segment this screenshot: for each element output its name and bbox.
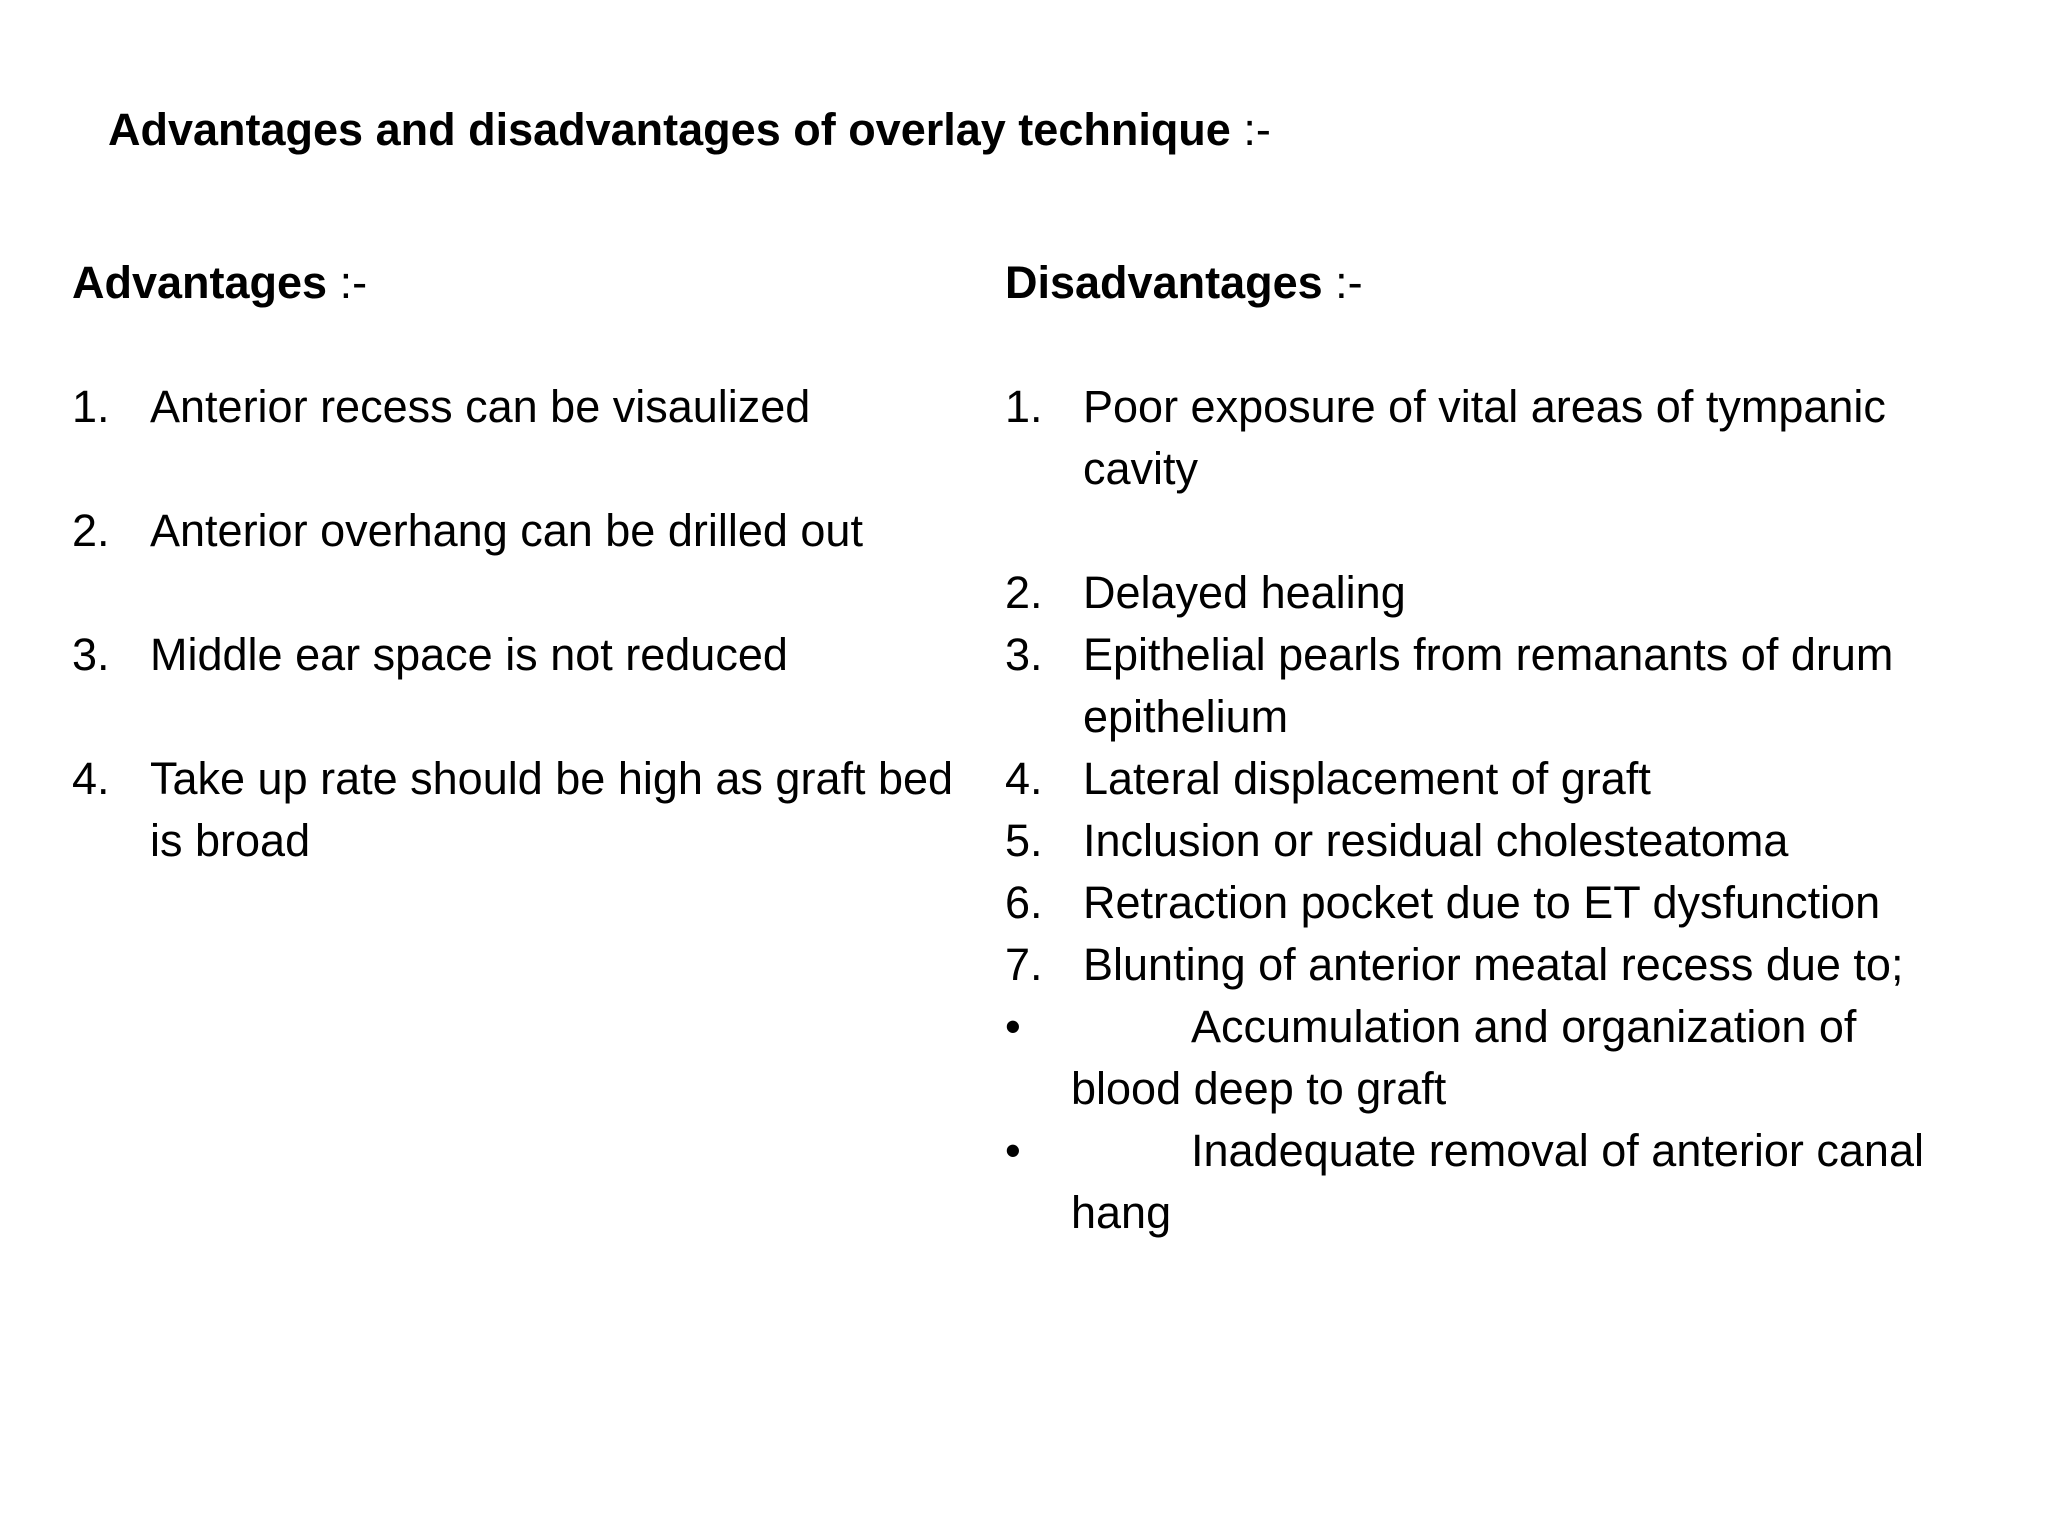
list-item-text: Anterior recess can be visaulized <box>150 381 811 432</box>
list-item <box>1005 748 1995 810</box>
list-item-number: 3. <box>1005 629 1043 680</box>
list-item-text: Epithelial pearls from remanants of drum epithelium <box>1083 629 1894 742</box>
list-item-text: Inclusion or residual cholesteatoma <box>1083 815 1789 866</box>
list-item <box>1005 872 1995 934</box>
list-item-text: Lateral displacement of graft <box>1083 753 1651 804</box>
advantages-heading <box>72 252 952 314</box>
list-item <box>72 748 970 872</box>
advantages-heading-label: Advantages <box>72 257 328 308</box>
slide-title <box>108 96 1271 164</box>
list-item-text: Take up rate should be high as graft bed is broad <box>150 753 954 866</box>
list-item <box>72 376 952 438</box>
bullet-text: Inadequate removal of anterior canal hang <box>1071 1125 1924 1238</box>
list-item-number: 6. <box>1005 877 1043 928</box>
bullet-item <box>1005 1120 1995 1244</box>
list-item-number: 2. <box>1005 567 1043 618</box>
list-item-number: 1. <box>72 381 110 432</box>
slide-title-suffix: :- <box>1230 104 1271 155</box>
disadvantages-heading-suffix: :- <box>1322 257 1363 308</box>
bullet-dot: • <box>1005 1125 1021 1176</box>
list-item-text: Blunting of anterior meatal recess due to; <box>1083 939 1904 990</box>
list-item-number: 3. <box>72 629 110 680</box>
list-item <box>72 500 952 562</box>
disadvantages-column <box>1005 252 1995 1244</box>
bullet-text: Accumulation and organization of blood deep to graft <box>1071 1001 1857 1114</box>
list-item-number: 7. <box>1005 939 1043 990</box>
list-item <box>1005 810 1995 872</box>
bullet-item <box>1005 996 1971 1120</box>
advantages-heading-suffix: :- <box>327 257 368 308</box>
advantages-column <box>72 252 952 872</box>
list-item-text: Delayed healing <box>1083 567 1406 618</box>
slide-title-bold: Advantages and disadvantages of overlay technique <box>108 104 1231 155</box>
list-item <box>1005 376 2003 500</box>
list-item-number: 4. <box>72 753 110 804</box>
disadvantages-heading <box>1005 252 1995 314</box>
bullet-dot: • <box>1005 1001 1021 1052</box>
disadvantages-heading-label: Disadvantages <box>1005 257 1323 308</box>
list-item-number: 2. <box>72 505 110 556</box>
list-item-text: Poor exposure of vital areas of tympanic cavity <box>1083 381 1886 494</box>
list-item-text: Middle ear space is not reduced <box>150 629 788 680</box>
list-item <box>72 624 952 686</box>
list-item <box>1005 562 1995 624</box>
list-item-number: 5. <box>1005 815 1043 866</box>
list-item-number: 4. <box>1005 753 1043 804</box>
list-item <box>1005 624 2003 748</box>
list-item-text: Anterior overhang can be drilled out <box>150 505 863 556</box>
list-item <box>1005 934 1995 996</box>
list-item-number: 1. <box>1005 381 1043 432</box>
list-item-text: Retraction pocket due to ET dysfunction <box>1083 877 1881 928</box>
